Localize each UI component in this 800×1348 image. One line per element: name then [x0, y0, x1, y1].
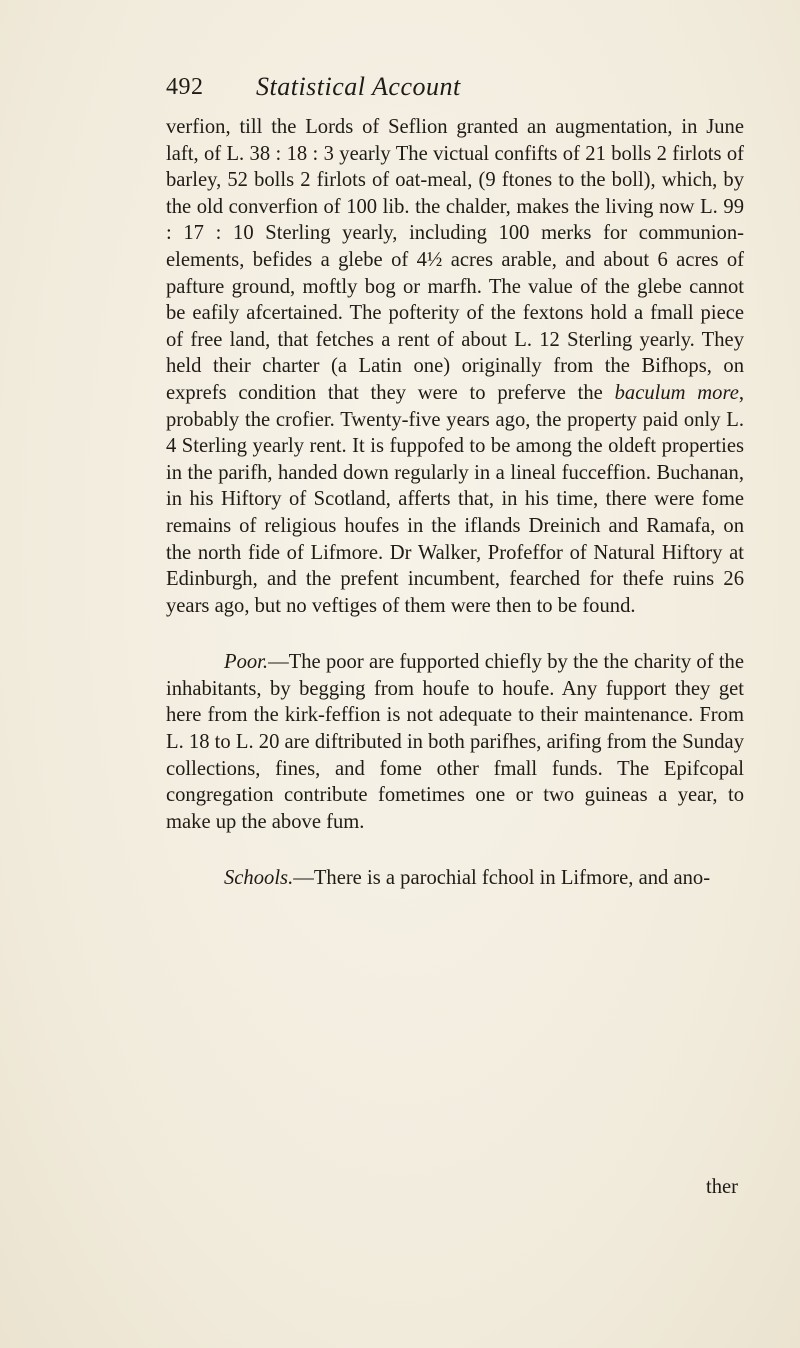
- paragraph-text: —There is a parochial fchool in Lifmore, and ano-: [293, 867, 711, 890]
- paragraph-text: —The poor are fupported chiefly by the the charity of the inhabitants, by begging from houfe to houfe. Any fupport they get here from the kirk-feffion is not adequate to their maintenance. From L. 18 to L. 20 are diftributed in both parifhes, arifing from the Sunday collections, fines, and fome other fmall funds. The Epifcopal congregation contribute fometimes one or two guineas a year, to make up the above fum.: [166, 651, 744, 833]
- section-heading-poor: Poor.: [224, 651, 269, 674]
- paragraph-schools: [166, 865, 744, 892]
- running-title: Statistical Account: [256, 72, 461, 101]
- catchword: ther: [706, 1176, 739, 1198]
- paragraph-text: verfion, till the Lords of Seflion granted an augmentation, in June laft, of L. 38 : 18 : 3 yearly The victual confifts of 21 bolls 2 firlots of barley, 52 bolls 2 firlots of oat-meal, (9 ftones to the boll), which, by the old converfion of 100 lib. the chalder, makes the living now L. 99 : 17 : 10 Sterling yearly, including 100 merks for communion-elements, befides a glebe of 4½ acres arable, and about 6 acres of pafture ground, moftly bog or marfh. The value of the glebe cannot be eafily afcertained. The pofterity of the fextons hold a fmall piece of free land, that fetches a rent of about L. 12 Sterling yearly. They held their charter (a Latin one) originally from the Bifhops, on exprefs condition that they were to preferve the: [166, 116, 744, 404]
- paragraph-text-continued: , probably the crofier. Twenty-five years ago, the property paid only L. 4 Sterling yearly rent. It is fuppofed to be among the oldeft properties in the parifh, handed down regularly in a lineal fucceffion. Buchanan, in his Hiftory of Scotland, afferts that, in his time, there were fome remains of religious houfes in the iflands Dreinich and Ramafa, on the north fide of Lifmore. Dr Walker, Profeffor of Natural Hiftory at Edinburgh, and the prefent incumbent, fearched for thefe ruins 26 years ago, but no veftiges of them were then to be found.: [166, 381, 744, 617]
- paragraph-stipend: [166, 114, 744, 619]
- page-header: [166, 74, 786, 114]
- section-heading-schools: Schools.: [224, 867, 294, 890]
- paragraph-poor: [166, 649, 744, 835]
- body-text: [166, 114, 744, 892]
- page-number: 492: [166, 74, 204, 100]
- italic-phrase: baculum more: [614, 381, 739, 404]
